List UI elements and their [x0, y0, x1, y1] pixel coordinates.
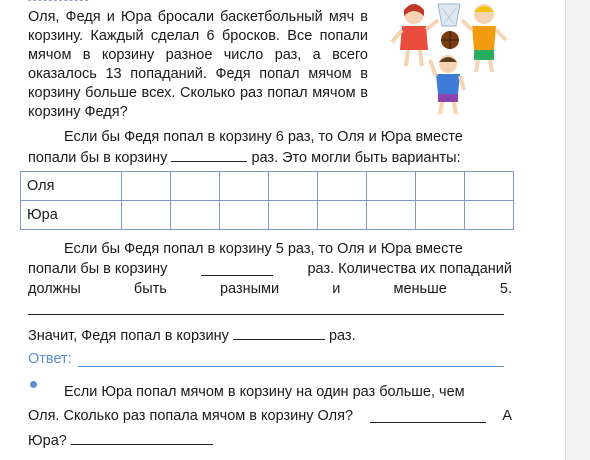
table-cell[interactable] [220, 172, 269, 201]
table-cell[interactable] [416, 172, 465, 201]
table-cell[interactable] [318, 201, 367, 230]
problem-text: Оля, Федя и Юра бросали баскетбольный мяч в корзину. Каждый сделал 6 бросков. Все попали мячом в корзину разное число раз, а всего оказалось 13 попаданий. Федя попал мячом в корзину больше всех. Сколько раз попал мячом в корзину Федя? [28, 9, 368, 120]
word: должны [28, 281, 81, 297]
scrollbar-area[interactable] [565, 0, 590, 460]
table-row [21, 172, 514, 201]
table-cell[interactable] [269, 201, 318, 230]
conclusion-line [28, 326, 356, 346]
hoop-icon [438, 4, 460, 26]
table-cell[interactable] [220, 201, 269, 230]
girl-figure [392, 4, 438, 66]
table-cell[interactable] [367, 201, 416, 230]
table-cell[interactable] [122, 201, 171, 230]
table-cell[interactable] [269, 172, 318, 201]
bullet-icon [30, 381, 37, 388]
p2-text-a: попали бы в корзину [28, 261, 168, 277]
blank-olya-hits[interactable] [370, 409, 486, 423]
table-cell[interactable] [465, 201, 514, 230]
word: быть [133, 281, 167, 297]
table-cell[interactable] [171, 201, 220, 230]
table-cell[interactable] [318, 172, 367, 201]
answer-label: Ответ: [28, 351, 72, 367]
paragraph-1-line-2 [28, 148, 461, 168]
boy-figure [462, 4, 506, 72]
q2-text-b: А [502, 408, 512, 424]
p1-text-a: попали бы в корзину [28, 150, 168, 166]
table-cell[interactable] [416, 201, 465, 230]
top-divider [28, 0, 88, 4]
question-2-line-3 [28, 431, 213, 451]
row-label-yura: Юра [21, 201, 122, 230]
table-cell[interactable] [122, 172, 171, 201]
q2-text-c: Юра? [28, 433, 67, 449]
conclusion-text-a: Значит, Федя попал в корзину [28, 328, 229, 344]
children-basketball-illustration [390, 0, 510, 118]
blank-fedya-hits[interactable] [233, 326, 325, 340]
table-cell[interactable] [367, 172, 416, 201]
question-2-line-1: Если Юра попал мячом в корзину на один раз больше, чем [64, 384, 465, 400]
variants-table [20, 171, 514, 230]
table-cell[interactable] [465, 172, 514, 201]
answer-writing-line[interactable] [28, 314, 504, 315]
blank-sum-if-6[interactable] [171, 148, 247, 162]
word: 5. [499, 281, 512, 297]
p1-text-b: раз. Это могли быть варианты: [251, 150, 461, 166]
boy-jumping-figure [430, 55, 464, 114]
table-cell[interactable] [171, 172, 220, 201]
answer-input-line[interactable] [78, 366, 504, 367]
word: разными [219, 281, 280, 297]
p2-text-b: раз. Количества их попаданий [307, 261, 512, 277]
q2-text-a: Оля. Сколько раз попала мячом в корзину Оля? [28, 408, 354, 424]
blank-sum-if-5[interactable] [201, 262, 273, 276]
blank-yura-hits[interactable] [71, 431, 213, 445]
table-row [21, 201, 514, 230]
paragraph-1-line-1: Если бы Федя попал в корзину 6 раз, то Оля и Юра вместе [64, 129, 463, 145]
word: и [332, 281, 341, 297]
paragraph-2-line-2 [28, 260, 512, 279]
question-2-line-2 [28, 407, 512, 426]
conclusion-text-b: раз. [328, 328, 356, 344]
paragraph-2-line-3 [28, 280, 512, 299]
row-label-olya: Оля [21, 172, 122, 201]
word: меньше [393, 281, 447, 297]
basketball-icon [441, 31, 459, 49]
paragraph-2-line-1: Если бы Федя попал в корзину 5 раз, то Оля и Юра вместе [64, 241, 463, 257]
